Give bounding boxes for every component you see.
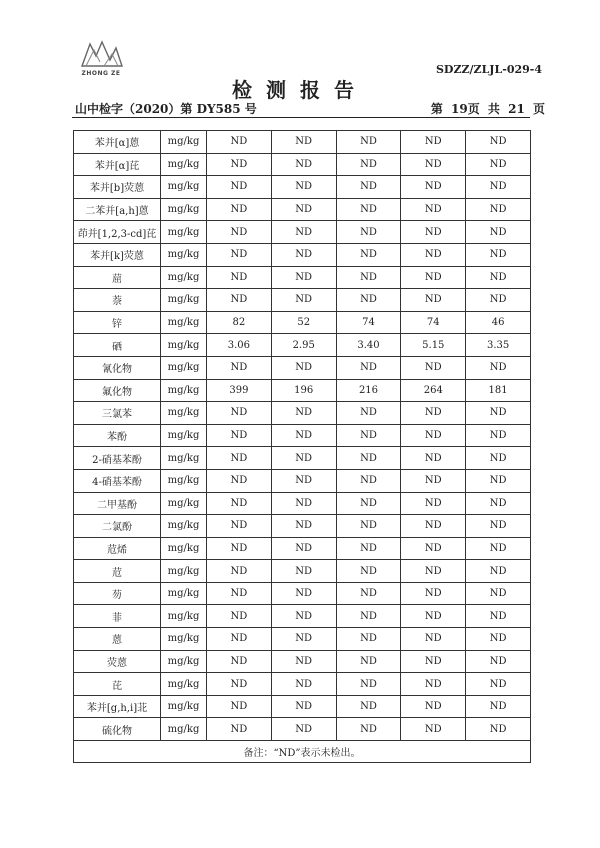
result-value-cell: ND — [336, 221, 401, 244]
result-value-cell: ND — [271, 153, 336, 176]
result-value-cell: ND — [271, 402, 336, 425]
result-value-cell: ND — [401, 650, 466, 673]
result-value-cell: ND — [336, 131, 401, 154]
result-value-cell: ND — [336, 515, 401, 538]
result-value-cell: ND — [401, 198, 466, 221]
result-value-cell: 52 — [271, 311, 336, 334]
result-value-cell: 3.40 — [336, 334, 401, 357]
result-value-cell: ND — [401, 628, 466, 651]
table-row — [74, 131, 531, 154]
result-value-cell: ND — [466, 289, 531, 312]
result-value-cell: ND — [401, 492, 466, 515]
table-row — [74, 695, 531, 718]
result-value-cell: ND — [207, 266, 272, 289]
result-value-cell: ND — [401, 221, 466, 244]
parameter-name-cell: 苯并[b]荧蒽 — [74, 176, 161, 199]
table-row — [74, 153, 531, 176]
result-value-cell: ND — [336, 153, 401, 176]
result-value-cell: ND — [336, 176, 401, 199]
result-value-cell: ND — [271, 492, 336, 515]
table-row — [74, 673, 531, 696]
table-row — [74, 537, 531, 560]
table-row — [74, 334, 531, 357]
parameter-name-cell: 䓛 — [74, 266, 161, 289]
result-value-cell: ND — [271, 266, 336, 289]
result-value-cell: 216 — [336, 379, 401, 402]
result-value-cell: 2.95 — [271, 334, 336, 357]
result-value-cell: ND — [466, 469, 531, 492]
result-value-cell: ND — [271, 560, 336, 583]
unit-cell: mg/kg — [161, 266, 207, 289]
unit-cell: mg/kg — [161, 402, 207, 425]
result-value-cell: ND — [401, 356, 466, 379]
parameter-name-cell: 氟化物 — [74, 379, 161, 402]
table-row — [74, 356, 531, 379]
result-value-cell: ND — [336, 673, 401, 696]
result-value-cell: 264 — [401, 379, 466, 402]
result-value-cell: ND — [207, 356, 272, 379]
parameter-name-cell: 三氯苯 — [74, 402, 161, 425]
result-value-cell: ND — [336, 266, 401, 289]
parameter-name-cell: 2-硝基苯酚 — [74, 447, 161, 470]
result-value-cell: ND — [466, 650, 531, 673]
unit-cell: mg/kg — [161, 718, 207, 741]
logo-mark-icon — [76, 36, 126, 70]
result-value-cell: ND — [401, 537, 466, 560]
result-value-cell: ND — [466, 447, 531, 470]
results-table-body — [74, 131, 531, 741]
result-value-cell: ND — [271, 447, 336, 470]
result-value-cell: ND — [207, 650, 272, 673]
page-number: 第 19页 共 21 页 — [430, 102, 545, 116]
table-row — [74, 582, 531, 605]
result-value-cell: ND — [466, 243, 531, 266]
logo-text: ZHONG ZE — [81, 70, 121, 77]
result-value-cell: ND — [207, 492, 272, 515]
result-value-cell: 196 — [271, 379, 336, 402]
result-value-cell: ND — [336, 243, 401, 266]
unit-cell: mg/kg — [161, 311, 207, 334]
result-value-cell: ND — [401, 560, 466, 583]
result-value-cell: ND — [271, 221, 336, 244]
result-value-cell: ND — [207, 695, 272, 718]
table-row — [74, 379, 531, 402]
unit-cell: mg/kg — [161, 650, 207, 673]
result-value-cell: ND — [401, 176, 466, 199]
result-value-cell: ND — [207, 153, 272, 176]
unit-cell: mg/kg — [161, 492, 207, 515]
unit-cell: mg/kg — [161, 560, 207, 583]
result-value-cell: 3.35 — [466, 334, 531, 357]
table-row — [74, 560, 531, 583]
parameter-name-cell: 硒 — [74, 334, 161, 357]
result-value-cell: ND — [271, 695, 336, 718]
result-value-cell: ND — [336, 605, 401, 628]
result-value-cell: ND — [401, 469, 466, 492]
result-value-cell: ND — [401, 718, 466, 741]
unit-cell: mg/kg — [161, 131, 207, 154]
parameter-name-cell: 苯并[k]荧蒽 — [74, 243, 161, 266]
table-row — [74, 266, 531, 289]
result-value-cell: ND — [401, 424, 466, 447]
result-value-cell: ND — [336, 650, 401, 673]
result-value-cell: ND — [207, 447, 272, 470]
result-value-cell: ND — [271, 424, 336, 447]
unit-cell: mg/kg — [161, 695, 207, 718]
unit-cell: mg/kg — [161, 153, 207, 176]
result-value-cell: 5.15 — [401, 334, 466, 357]
result-value-cell: ND — [207, 243, 272, 266]
parameter-name-cell: 锌 — [74, 311, 161, 334]
table-row — [74, 492, 531, 515]
result-value-cell: 82 — [207, 311, 272, 334]
result-value-cell: ND — [401, 131, 466, 154]
table-row — [74, 176, 531, 199]
table-row — [74, 628, 531, 651]
parameter-name-cell: 苯并[α]芘 — [74, 153, 161, 176]
unit-cell: mg/kg — [161, 515, 207, 538]
result-value-cell: ND — [207, 537, 272, 560]
header-divider — [72, 117, 530, 118]
result-value-cell: 3.06 — [207, 334, 272, 357]
unit-cell: mg/kg — [161, 673, 207, 696]
result-value-cell: ND — [401, 515, 466, 538]
unit-cell: mg/kg — [161, 243, 207, 266]
result-value-cell: ND — [271, 673, 336, 696]
result-value-cell: ND — [207, 469, 272, 492]
unit-cell: mg/kg — [161, 176, 207, 199]
result-value-cell: ND — [271, 515, 336, 538]
table-row — [74, 221, 531, 244]
result-value-cell: ND — [466, 424, 531, 447]
result-value-cell: ND — [271, 537, 336, 560]
result-value-cell: ND — [207, 673, 272, 696]
result-value-cell: ND — [207, 402, 272, 425]
result-value-cell: ND — [401, 695, 466, 718]
table-row — [74, 424, 531, 447]
result-value-cell: ND — [401, 266, 466, 289]
results-table — [73, 130, 531, 763]
result-value-cell: ND — [466, 176, 531, 199]
result-value-cell: ND — [466, 198, 531, 221]
parameter-name-cell: 芘 — [74, 673, 161, 696]
unit-cell: mg/kg — [161, 334, 207, 357]
result-value-cell: ND — [207, 582, 272, 605]
result-value-cell: ND — [466, 515, 531, 538]
result-value-cell: ND — [466, 695, 531, 718]
result-value-cell: ND — [271, 356, 336, 379]
page-title: 检测报告 — [232, 78, 368, 102]
result-value-cell: ND — [271, 469, 336, 492]
result-value-cell: ND — [336, 582, 401, 605]
unit-cell: mg/kg — [161, 289, 207, 312]
unit-cell: mg/kg — [161, 424, 207, 447]
result-value-cell: ND — [466, 153, 531, 176]
result-value-cell: ND — [271, 243, 336, 266]
parameter-name-cell: 茚并[1,2,3-cd]芘 — [74, 221, 161, 244]
document-code: SDZZ/ZLJL-029-4 — [435, 63, 542, 76]
result-value-cell: ND — [336, 198, 401, 221]
table-row — [74, 650, 531, 673]
result-value-cell: ND — [466, 582, 531, 605]
result-value-cell: ND — [271, 605, 336, 628]
unit-cell: mg/kg — [161, 356, 207, 379]
table-row — [74, 447, 531, 470]
result-value-cell: ND — [271, 289, 336, 312]
table-row — [74, 515, 531, 538]
result-value-cell: ND — [336, 402, 401, 425]
result-value-cell: 74 — [401, 311, 466, 334]
result-value-cell: ND — [466, 402, 531, 425]
result-value-cell: ND — [401, 289, 466, 312]
parameter-name-cell: 氰化物 — [74, 356, 161, 379]
parameter-name-cell: 苯酚 — [74, 424, 161, 447]
result-value-cell: ND — [207, 198, 272, 221]
parameter-name-cell: 萘 — [74, 289, 161, 312]
parameter-name-cell: 芴 — [74, 582, 161, 605]
result-value-cell: ND — [401, 605, 466, 628]
result-value-cell: ND — [336, 289, 401, 312]
result-value-cell: 46 — [466, 311, 531, 334]
result-value-cell: ND — [336, 537, 401, 560]
result-value-cell: ND — [336, 447, 401, 470]
result-value-cell: ND — [271, 628, 336, 651]
result-value-cell: ND — [466, 673, 531, 696]
parameter-name-cell: 苯并[g,h,i]苝 — [74, 695, 161, 718]
table-row — [74, 402, 531, 425]
unit-cell: mg/kg — [161, 447, 207, 470]
result-value-cell: ND — [271, 582, 336, 605]
result-value-cell: ND — [207, 718, 272, 741]
result-value-cell: ND — [336, 356, 401, 379]
table-row — [74, 198, 531, 221]
table-row — [74, 469, 531, 492]
parameter-name-cell: 菲 — [74, 605, 161, 628]
result-value-cell: ND — [336, 695, 401, 718]
unit-cell: mg/kg — [161, 605, 207, 628]
result-value-cell: ND — [401, 153, 466, 176]
result-value-cell: ND — [207, 131, 272, 154]
result-value-cell: ND — [207, 605, 272, 628]
result-value-cell: ND — [336, 628, 401, 651]
table-row — [74, 243, 531, 266]
parameter-name-cell: 苯并[α]蒽 — [74, 131, 161, 154]
unit-cell: mg/kg — [161, 198, 207, 221]
result-value-cell: ND — [466, 605, 531, 628]
table-row — [74, 289, 531, 312]
unit-cell: mg/kg — [161, 221, 207, 244]
result-value-cell: ND — [207, 176, 272, 199]
result-value-cell: ND — [271, 718, 336, 741]
result-value-cell: ND — [207, 424, 272, 447]
result-value-cell: ND — [466, 221, 531, 244]
parameter-name-cell: 二甲基酚 — [74, 492, 161, 515]
parameter-name-cell: 荧蒽 — [74, 650, 161, 673]
result-value-cell: ND — [466, 718, 531, 741]
result-value-cell: ND — [466, 628, 531, 651]
result-value-cell: ND — [207, 289, 272, 312]
parameter-name-cell: 二苯并[a,h]蒽 — [74, 198, 161, 221]
unit-cell: mg/kg — [161, 379, 207, 402]
unit-cell: mg/kg — [161, 537, 207, 560]
result-value-cell: ND — [271, 131, 336, 154]
result-value-cell: ND — [466, 131, 531, 154]
result-value-cell: ND — [336, 492, 401, 515]
table-row — [74, 311, 531, 334]
result-value-cell: ND — [271, 650, 336, 673]
result-value-cell: ND — [401, 582, 466, 605]
parameter-name-cell: 硫化物 — [74, 718, 161, 741]
result-value-cell: ND — [207, 221, 272, 244]
parameter-name-cell: 苊烯 — [74, 537, 161, 560]
result-value-cell: ND — [336, 718, 401, 741]
result-value-cell: ND — [207, 560, 272, 583]
result-value-cell: ND — [271, 198, 336, 221]
result-value-cell: 399 — [207, 379, 272, 402]
result-value-cell: ND — [271, 176, 336, 199]
table-note: 备注：“ND”表示未检出。 — [74, 741, 531, 763]
parameter-name-cell: 4-硝基苯酚 — [74, 469, 161, 492]
parameter-name-cell: 二氯酚 — [74, 515, 161, 538]
parameter-name-cell: 蒽 — [74, 628, 161, 651]
result-value-cell: ND — [207, 515, 272, 538]
result-value-cell: ND — [336, 560, 401, 583]
unit-cell: mg/kg — [161, 469, 207, 492]
result-value-cell: ND — [336, 424, 401, 447]
table-row — [74, 718, 531, 741]
result-value-cell: ND — [466, 356, 531, 379]
table-row — [74, 605, 531, 628]
result-value-cell: ND — [336, 469, 401, 492]
unit-cell: mg/kg — [161, 628, 207, 651]
note-row — [74, 741, 531, 763]
result-value-cell: 181 — [466, 379, 531, 402]
result-value-cell: ND — [401, 673, 466, 696]
result-value-cell: ND — [401, 243, 466, 266]
result-value-cell: ND — [466, 266, 531, 289]
unit-cell: mg/kg — [161, 582, 207, 605]
result-value-cell: ND — [207, 628, 272, 651]
result-value-cell: 74 — [336, 311, 401, 334]
parameter-name-cell: 苊 — [74, 560, 161, 583]
result-value-cell: ND — [466, 537, 531, 560]
result-value-cell: ND — [401, 402, 466, 425]
result-value-cell: ND — [401, 447, 466, 470]
result-value-cell: ND — [466, 560, 531, 583]
result-value-cell: ND — [466, 492, 531, 515]
report-reference-number: 山中检字（2020）第 DY585 号 — [75, 102, 257, 116]
